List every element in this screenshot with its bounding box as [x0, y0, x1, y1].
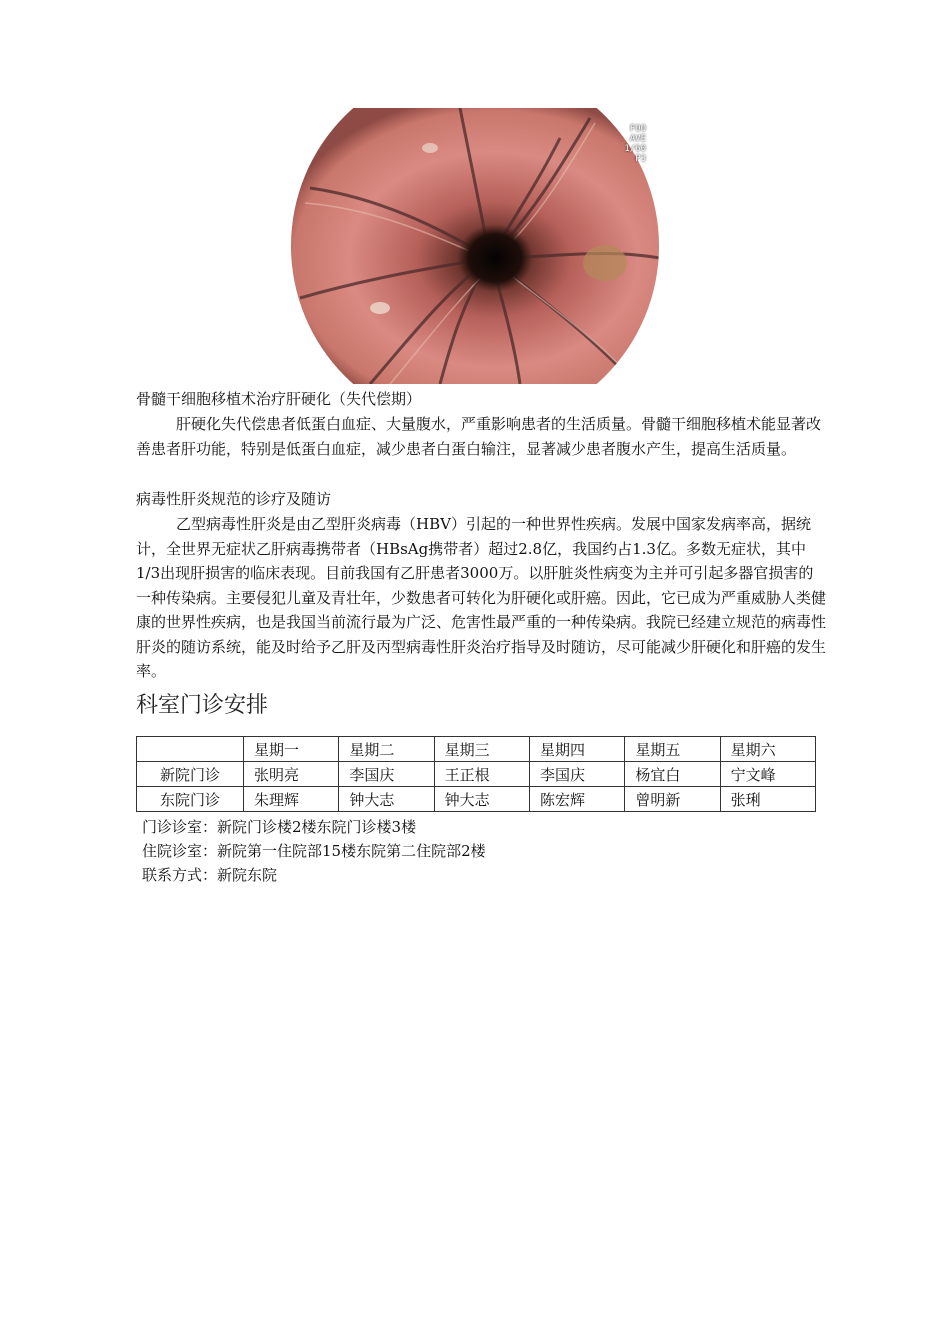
day-header: 星期四 [529, 737, 624, 762]
doctor-cell: 杨宜白 [625, 762, 720, 787]
doctor-cell: 李国庆 [529, 762, 624, 787]
osd-line: FOO [629, 124, 646, 134]
osd-line: P3 [635, 154, 646, 164]
day-header: 星期六 [720, 737, 815, 762]
doctor-cell: 陈宏辉 [529, 787, 624, 812]
doctor-cell: 曾明新 [625, 787, 720, 812]
doctor-cell: 王正根 [434, 762, 529, 787]
doctor-cell: 张明亮 [244, 762, 339, 787]
day-header: 星期一 [244, 737, 339, 762]
row-label: 东院门诊 [137, 787, 244, 812]
doctor-cell: 宁文峰 [720, 762, 815, 787]
osd-line: AVE [629, 134, 646, 144]
row-label: 新院门诊 [137, 762, 244, 787]
table-row [137, 762, 816, 787]
paragraph-cirrhosis: 肝硬化失代偿患者低蛋白血症、大量腹水，严重影响患者的生活质量。骨髓干细胞移植术能显著改善患者肝功能，特别是低蛋白血症，减少患者白蛋白输注，显著减少患者腹水产生，提高生活质量。 [136, 415, 822, 458]
table-header-row [137, 737, 816, 762]
table-corner-cell [137, 737, 244, 762]
table-row [137, 787, 816, 812]
image-caption: 骨髓干细胞移植术治疗肝硬化（失代偿期） [136, 390, 422, 408]
subheading-hepatitis: 病毒性肝炎规范的诊疗及随访 [136, 490, 332, 508]
day-header: 星期五 [625, 737, 720, 762]
doctor-cell: 朱理辉 [244, 787, 339, 812]
section-title: 科室门诊安排 [136, 693, 269, 718]
osd-line: 1/60 [624, 144, 646, 154]
doctor-cell: 张琍 [720, 787, 815, 812]
endoscope-osd [624, 124, 646, 164]
doctor-cell: 钟大志 [434, 787, 529, 812]
day-header: 星期三 [434, 737, 529, 762]
doctor-cell: 李国庆 [339, 762, 434, 787]
clinic-schedule-table [136, 736, 816, 812]
endoscopy-illustration [290, 108, 660, 384]
day-header: 星期二 [339, 737, 434, 762]
contact-info: 联系方式：新院东院 [142, 866, 278, 884]
doctor-cell: 钟大志 [339, 787, 434, 812]
ward-info: 住院诊室：新院第一住院部15楼东院第二住院部2楼 [142, 842, 486, 860]
endoscopy-image [290, 108, 660, 384]
clinic-room-info: 门诊诊室：新院门诊楼2楼东院门诊楼3楼 [142, 818, 417, 836]
paragraph-hepatitis: 乙型病毒性肝炎是由乙型肝炎病毒（HBV）引起的一种世界性疾病。发展中国家发病率高，据统计，全世界无症状乙肝病毒携带者（HBsAg携带者）超过2.8亿，我国约占1.3亿。多数无症状，其中1/3出现肝损害的临床表现。目前我国有乙肝患者3000万。以肝脏炎性病变为主并可引起多器官损害的一种传染病。主要侵犯儿童及青壮年，少数患者可转化为肝硬化或肝癌。因此，它已成为严重威胁人类健康的世界性疾病，也是我国当前流行最为广泛、危害性最严重的一种传染病。我院已经建立规范的病毒性肝炎的随访系统，能及时给予乙肝及丙型病毒性肝炎治疗指导及时随访，尽可能减少肝硬化和肝癌的发生率。 [136, 515, 827, 680]
